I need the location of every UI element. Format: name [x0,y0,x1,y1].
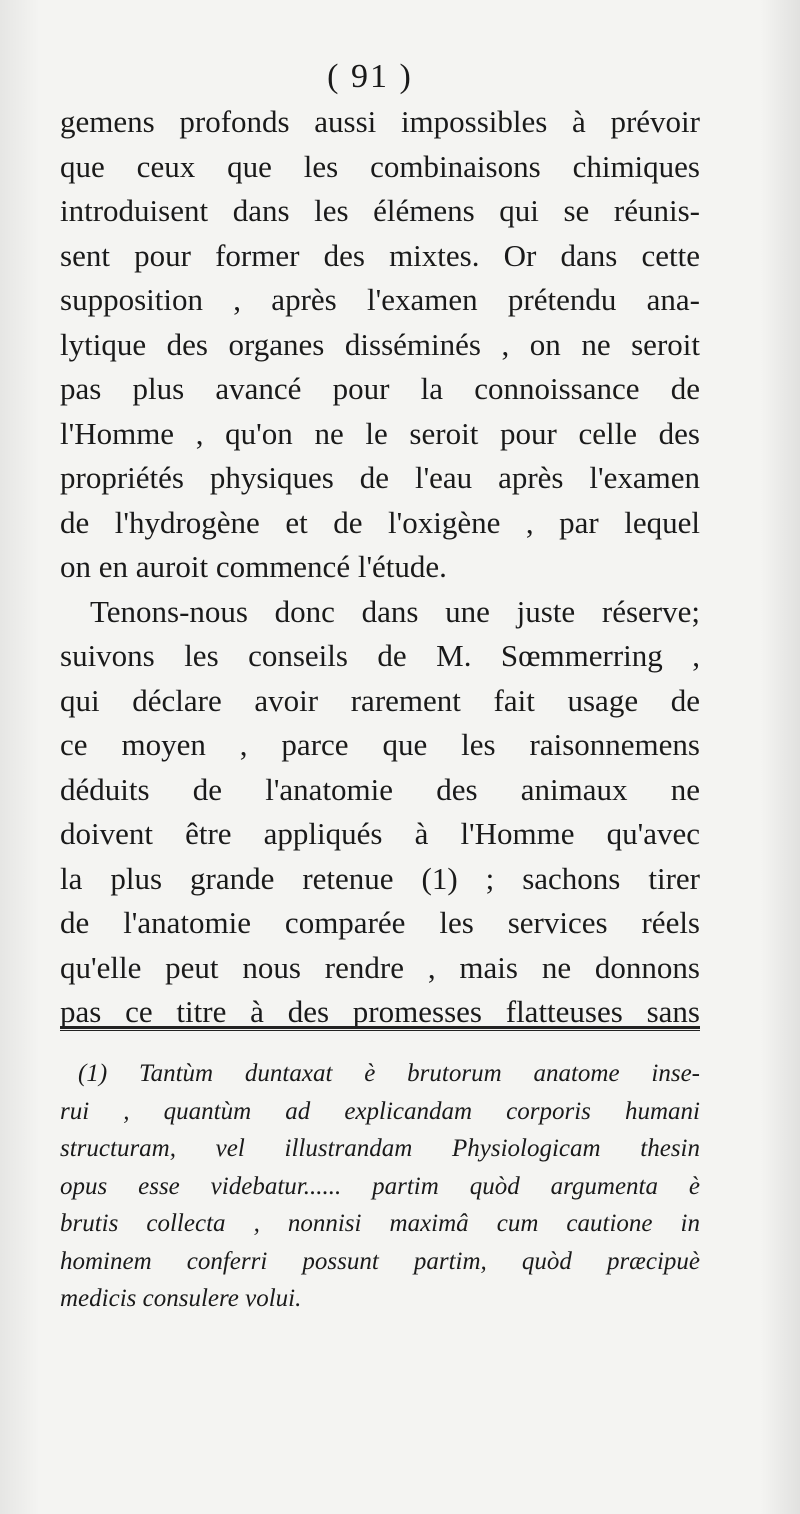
text-line: doivent être appliqués à l'Homme qu'avec [60,816,700,851]
text-line: sent pour former des mixtes. Or dans cette [60,237,700,273]
text-line: gemens profonds aussi impossibles à prévoir [60,104,700,139]
footnote-line: rui , quantùm ad explicandam corporis humani [60,1097,700,1125]
footnote-line: brutis collecta , nonnisi maximâ cum cautione in [60,1210,700,1237]
text-line: déduits de l'anatomie des animaux ne [60,771,700,807]
text-line: qu'elle peut nous rendre , mais ne donnons [60,949,700,985]
text-line: que ceux que les combinaisons chimiques [60,148,700,184]
text-line: la plus grande retenue (1) ; sachons tirer [60,860,700,896]
body-text [60,100,700,1035]
text-line: suivons les conseils de M. Sœmmerring , [60,638,700,673]
footnote-line: structuram, vel illustrandam Physiologicam thesin [60,1135,700,1162]
paragraph-start-line: Tenons-nous donc dans une juste réserve; [90,593,700,629]
footnote [60,1055,700,1318]
text-line: ce moyen , parce que les raisonnemens [60,727,700,762]
footnote-separator-rule [60,1026,700,1031]
text-line: de l'anatomie comparée les services réels [60,905,700,940]
footnote-line: (1) Tantùm duntaxat è brutorum anatome inse- [78,1060,700,1087]
text-line: de l'hydrogène et de l'oxigène , par lequel [60,504,700,540]
text-line: introduisent dans les élémens qui se réunis- [60,193,700,228]
footnote-line: hominem conferri possunt partim, quòd præcipuè [60,1247,700,1275]
text-line: l'Homme , qu'on ne le seroit pour celle des [60,415,700,451]
footnote-line: opus esse videbatur...... partim quòd argumenta è [60,1172,700,1200]
paragraph-end-line: on en auroit commencé l'étude. [60,549,447,584]
page-number: ( 91 ) [327,58,413,95]
text-line: supposition , après l'examen prétendu ana- [60,282,700,317]
text-line: pas ce titre à des promesses flatteuses sans [60,994,700,1029]
text-line: propriétés physiques de l'eau après l'examen [60,460,700,495]
text-line: qui déclare avoir rarement fait usage de [60,682,700,718]
text-line: pas plus avancé pour la connoissance de [60,371,700,406]
footnote-line: medicis consulere volui. [60,1285,302,1312]
text-line: lytique des organes disséminés , on ne seroit [60,326,700,362]
